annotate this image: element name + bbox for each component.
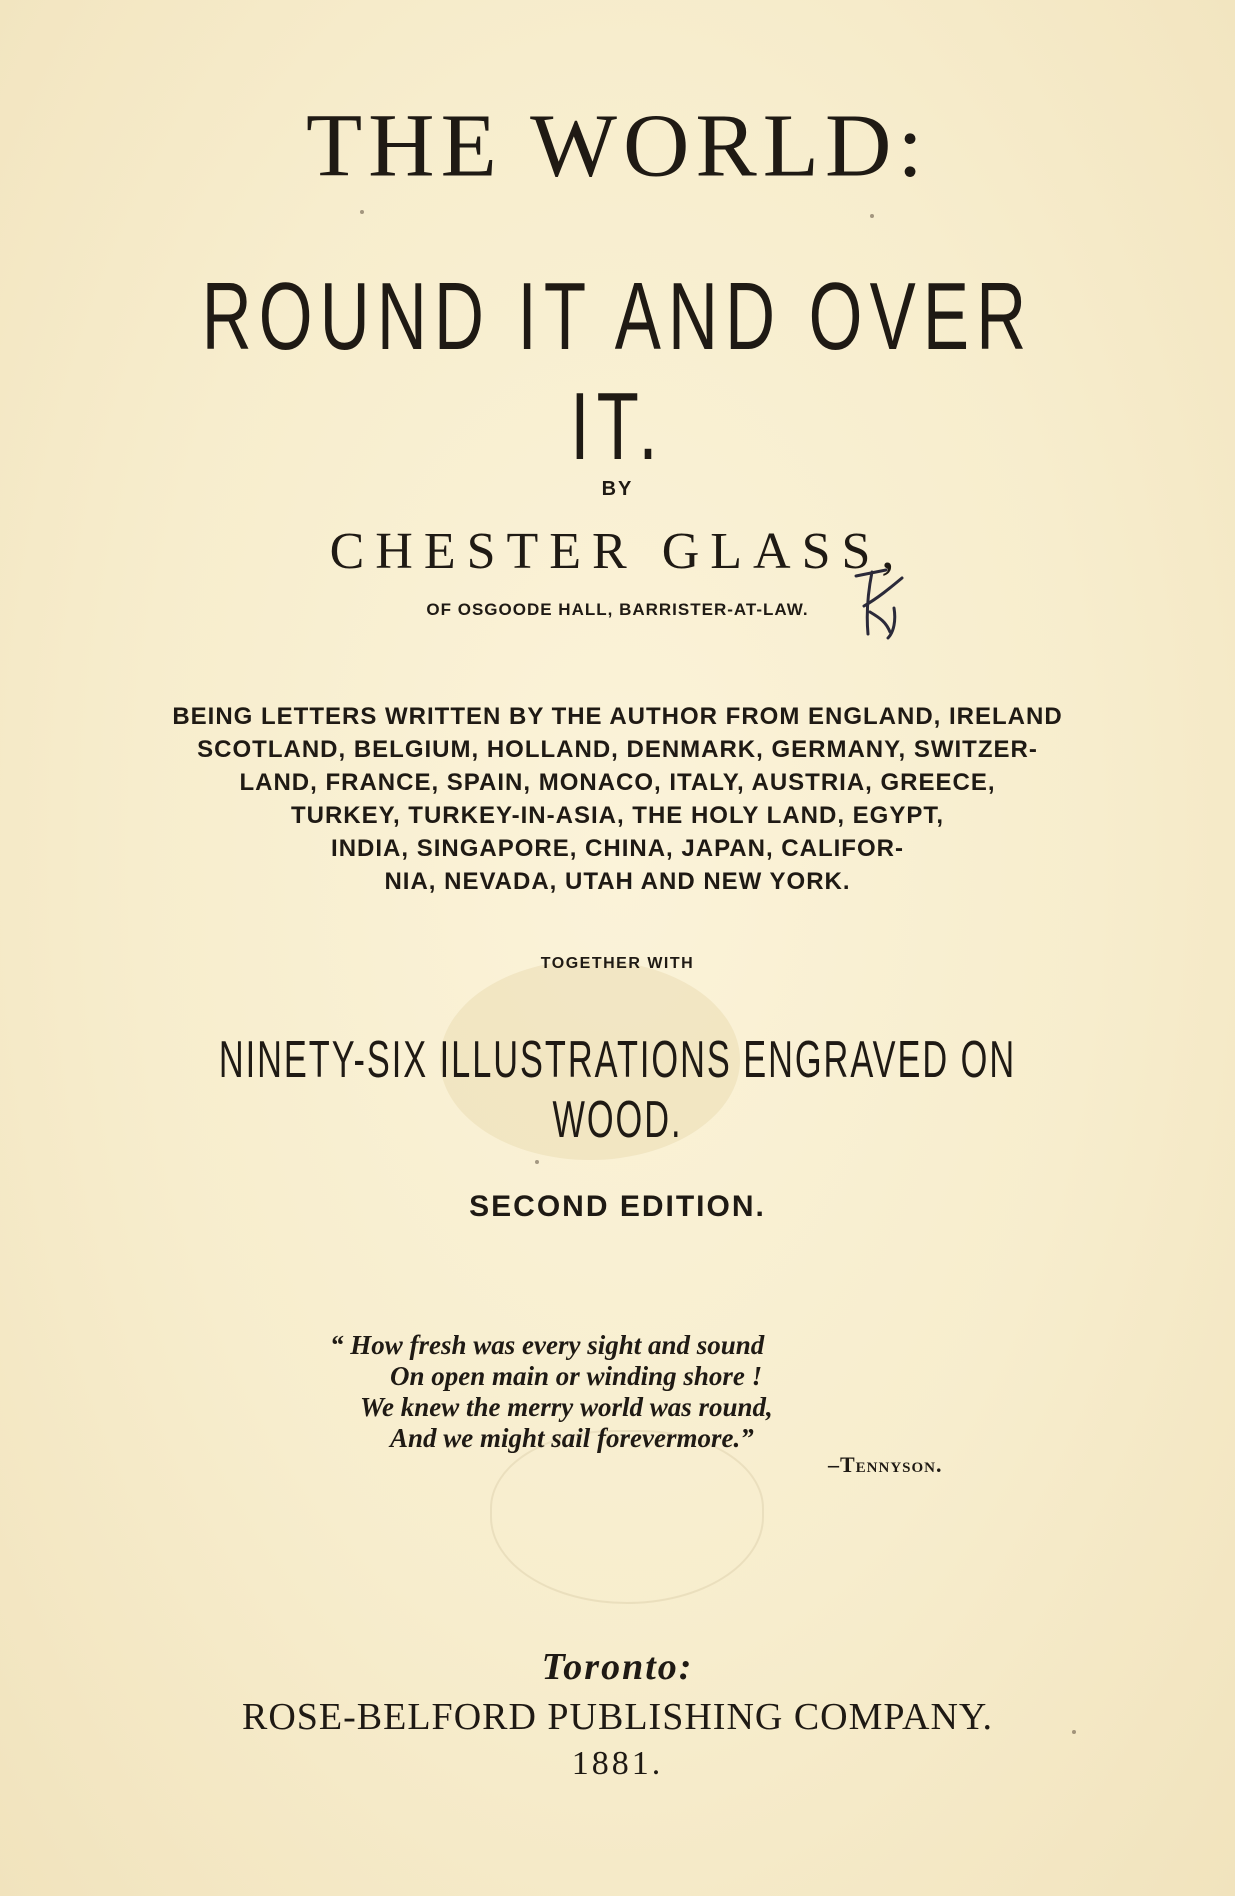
epigraph-line: We knew the merry world was round,: [360, 1392, 773, 1422]
description-line: SCOTLAND, BELGIUM, HOLLAND, DENMARK, GERMANY, SWITZER-: [197, 736, 1038, 763]
title-line-2: ROUND IT AND OVER IT.: [201, 263, 1034, 480]
library-stamp-bleedthrough: [490, 1430, 764, 1604]
handwritten-mark: [842, 562, 912, 644]
description-line: INDIA, SINGAPORE, CHINA, JAPAN, CALIFOR-: [331, 835, 904, 862]
illustrations-line: NINETY-SIX ILLUSTRATIONS ENGRAVED ON WOOD.: [218, 1031, 1017, 1149]
description-line: LAND, FRANCE, SPAIN, MONACO, ITALY, AUSTRIA, GREECE,: [239, 769, 996, 796]
title-line-1: THE WORLD:: [305, 95, 929, 195]
by-label: BY: [601, 478, 634, 500]
epigraph-attribution: –Tennyson.: [828, 1452, 943, 1477]
epigraph-line: On open main or winding shore !: [390, 1361, 763, 1391]
speck: [535, 1160, 539, 1164]
epigraph-line: And we might sail forevermore.”: [390, 1423, 754, 1453]
speck: [870, 214, 874, 218]
description-line: TURKEY, TURKEY-IN-ASIA, THE HOLY LAND, EGYPT,: [290, 802, 945, 829]
description-line: BEING LETTERS WRITTEN BY THE AUTHOR FROM ENGLAND, IRELAND: [172, 703, 1063, 730]
speck: [360, 210, 364, 214]
imprint-publisher: ROSE-BELFORD PUBLISHING COMPANY.: [242, 1696, 993, 1738]
imprint-year: 1881.: [571, 1745, 664, 1782]
edition: SECOND EDITION.: [469, 1190, 766, 1223]
description: [0, 700, 1235, 898]
together-with: TOGETHER WITH: [540, 955, 695, 972]
description-line: NIA, NEVADA, UTAH AND NEW YORK.: [384, 868, 851, 895]
author-affiliation: OF OSGOODE HALL, BARRISTER-AT-LAW.: [426, 600, 809, 619]
epigraph: [330, 1330, 1010, 1454]
imprint-city: Toronto:: [541, 1646, 694, 1688]
epigraph-line: “ How fresh was every sight and sound: [330, 1330, 765, 1360]
author-name: CHESTER GLASS,: [329, 523, 906, 580]
